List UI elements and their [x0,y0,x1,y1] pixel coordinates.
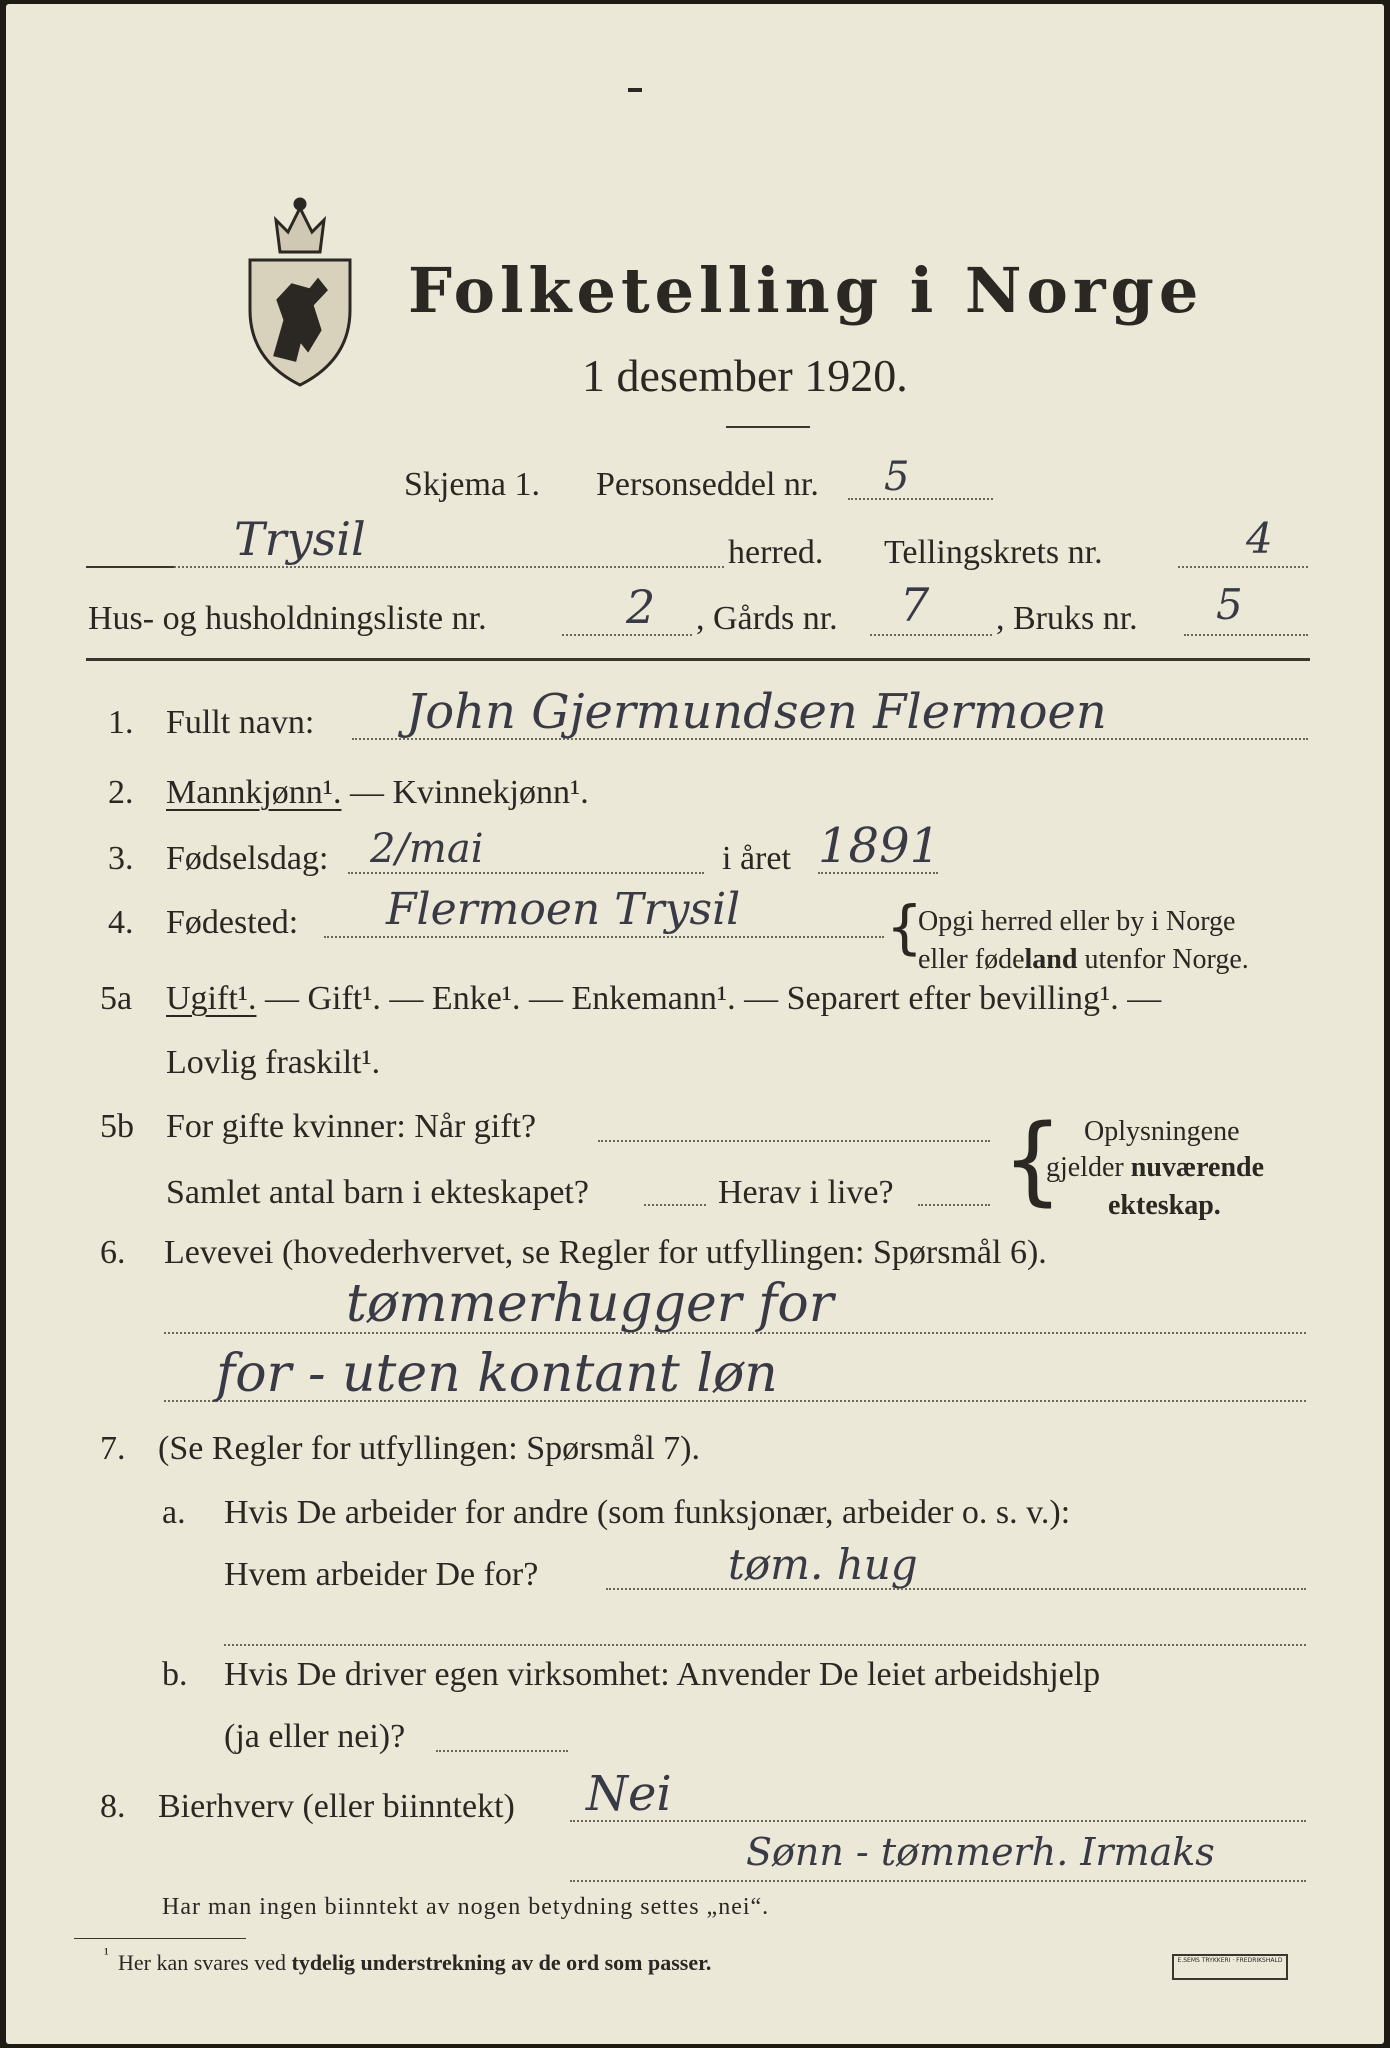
q5a-line2[interactable]: Lovlig fraskilt¹. [166,1044,381,1081]
q7a-line1 [606,1588,1306,1590]
personseddel-value[interactable]: 5 [884,454,910,500]
q3-number: 3. [108,840,134,877]
census-date: 1 desember 1920. [582,350,908,401]
q5b-label2: Samlet antal barn i ekteskapet? [166,1174,589,1211]
bruks-line [1184,634,1308,636]
title-divider [726,426,810,428]
q5b-note2: gjelder nuværende [1046,1152,1265,1183]
q4-note-line1: Opgi herred eller by i Norge [918,906,1236,937]
header-divider [86,658,1310,661]
marital-other-options[interactable]: — Gift¹. — Enke¹. — Enkemann¹. — Separert efter bevilling¹. — [256,980,1162,1017]
q1-number: 1. [108,704,134,741]
q7a-letter: a. [162,1494,186,1531]
herred-line [174,566,724,568]
q6-number: 6. [100,1234,126,1271]
q7b-letter: b. [162,1656,188,1693]
q7b-text: Hvis De driver egen virksomhet: Anvender De leiet arbeidshjelp [224,1656,1101,1693]
birth-year-value[interactable]: 1891 [818,818,941,874]
gender-male-option[interactable]: Mannkjønn¹. [166,774,342,811]
q3-year-label: i året [722,840,791,877]
q5b-married-line [598,1140,990,1142]
husliste-line [562,634,692,636]
q8-label: Bierhverv (eller biinntekt) [158,1788,515,1825]
q5b-label1: For gifte kvinner: Når gift? [166,1108,537,1145]
footnote-divider [74,1938,246,1939]
gender-female-option[interactable]: — Kvinnekjønn¹. [341,774,589,811]
tellingskrets-label: Tellingskrets nr. [884,534,1103,571]
birthplace-value[interactable]: Flermoen Trysil [386,884,741,935]
q8-number: 8. [100,1788,126,1825]
tellingskrets-line [1178,566,1308,568]
q4-note-line2: eller fødeland utenfor Norge. [918,944,1249,975]
q2-number: 2. [108,774,134,811]
footnote: ¹ Her kan svares ved tydelig understrekning av de ord som passer. [104,1946,712,1975]
q7-number: 7. [100,1430,126,1467]
q8-line1 [570,1820,1306,1822]
q5b-note-brace: { [1002,1104,1064,1216]
form-title: Folketelling i Norge [408,254,1204,327]
side-income-value[interactable]: Nei [586,1766,672,1822]
q5a-text [166,980,1161,1018]
q1-label: Fullt navn: [166,704,315,741]
q7b-line [436,1750,568,1752]
birthday-value[interactable]: 2/mai [370,826,484,872]
q7b-question: (ja eller nei)? [224,1718,406,1755]
marital-ugift-option[interactable]: Ugift¹. [166,980,257,1017]
q5b-children-line [644,1204,706,1206]
gards-value[interactable]: 7 [900,578,930,632]
biinntekt-note: Har man ingen biinntekt av nogen betydning settes „nei“. [162,1894,770,1920]
occupation-value-line2[interactable]: for - uten kontant løn [216,1344,778,1404]
q7a-text: Hvis De arbeider for andre (som funksjonær, arbeider o. s. v.): [224,1494,1071,1531]
ink-mark [628,88,642,92]
q2-text [166,774,589,812]
q4-note-brace: { [886,893,923,961]
herred-label: herred. [728,534,824,571]
q6-label: Levevei (hovederhvervet, se Regler for utfyllingen: Spørsmål 6). [164,1234,1047,1271]
side-income-note[interactable]: Sønn - tømmerh. Irmaks [746,1830,1215,1874]
q7a-question: Hvem arbeider De for? [224,1556,539,1593]
q4-label: Fødested: [166,904,299,941]
q5b-label3: Herav i live? [718,1174,894,1211]
full-name-value[interactable]: John Gjermundsen Flermoen [406,684,1107,740]
printer-mark: E.SEMS TRYKKERI · FREDRIKSHALD [1172,1954,1288,1980]
q5b-alive-line [918,1204,990,1206]
gards-label: , Gårds nr. [696,600,838,637]
coat-of-arms-icon [240,190,360,390]
skjema-label: Skjema 1. [404,466,540,503]
q7-label: (Se Regler for utfyllingen: Spørsmål 7). [158,1430,701,1467]
q3-day-line [348,872,704,874]
q4-number: 4. [108,904,134,941]
personseddel-label: Personseddel nr. [596,466,819,503]
q5a-number: 5a [100,980,133,1017]
gards-line [870,634,992,636]
q8-line2 [570,1880,1306,1882]
husliste-label: Hus- og husholdningsliste nr. [88,600,487,637]
husliste-value[interactable]: 2 [626,580,656,634]
bruks-label: , Bruks nr. [996,600,1138,637]
q5b-note1: Oplysningene [1084,1116,1240,1147]
personseddel-line [848,498,993,500]
census-form [6,4,1384,2044]
herred-value[interactable]: Trysil [234,512,366,566]
bruks-value[interactable]: 5 [1216,580,1243,629]
q5b-note3: ekteskap. [1108,1190,1221,1221]
q3-label: Fødselsdag: [166,840,329,877]
q5b-number: 5b [100,1108,134,1145]
q7a-line2 [224,1644,1306,1646]
herred-lead-line [86,566,174,568]
q4-line [324,936,884,938]
tellingskrets-value[interactable]: 4 [1246,514,1273,563]
employer-value[interactable]: tøm. hug [728,1540,918,1589]
occupation-value-line1[interactable]: tømmerhugger for [346,1274,834,1334]
